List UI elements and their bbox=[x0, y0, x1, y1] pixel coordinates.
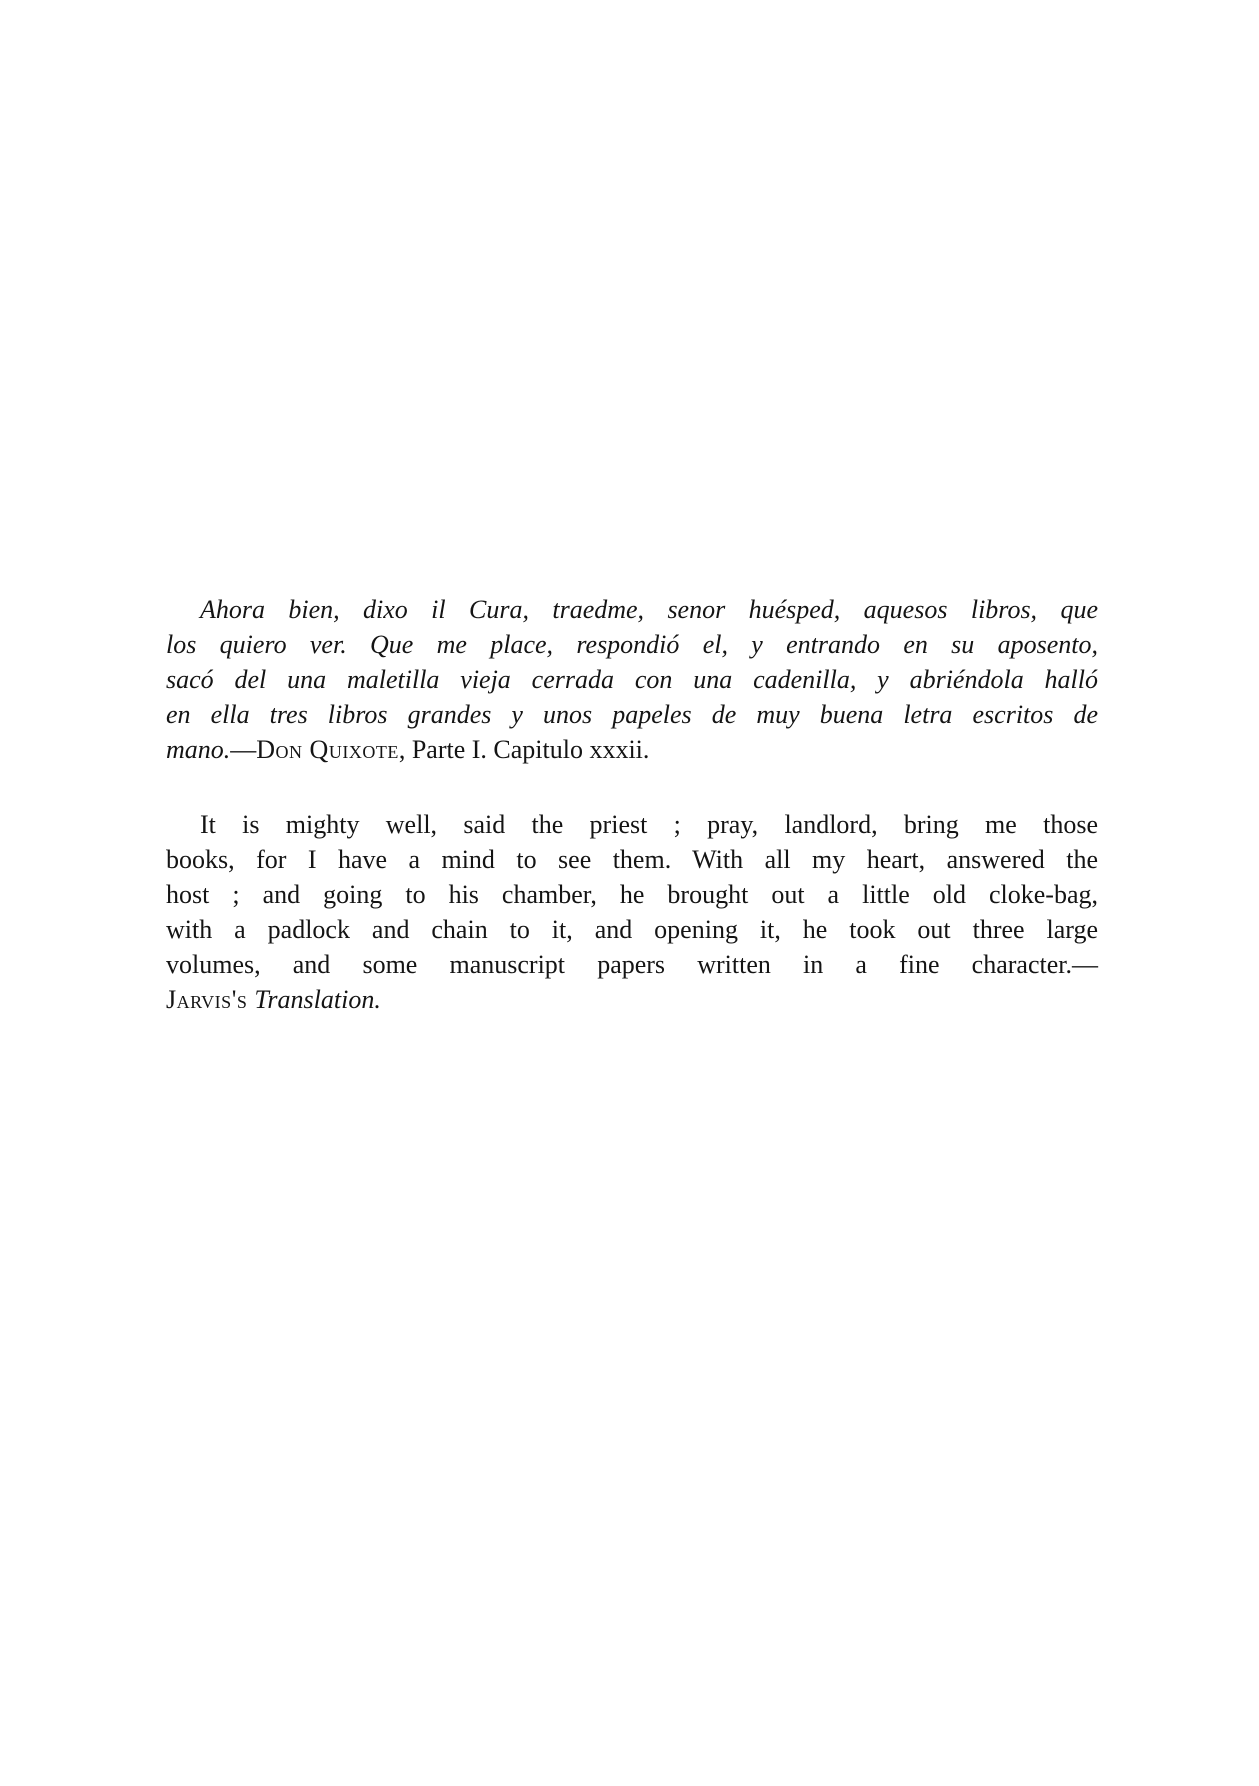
spanish-line-2: los quiero ver. Que me place, respondió el, y entrando en su aposento, bbox=[166, 630, 1098, 659]
english-line-3: host ; and going to his chamber, he brought out a little old cloke-bag, bbox=[166, 880, 1098, 909]
english-translation bbox=[166, 807, 1098, 1017]
translation-word: Translation. bbox=[254, 985, 381, 1014]
english-line-5: volumes, and some manuscript papers written in a fine character.— bbox=[166, 950, 1098, 979]
translator-name: Jarvis bbox=[166, 985, 232, 1014]
spanish-line-4: en ella tres libros grandes y unos papeles de muy buena letra escritos de bbox=[166, 700, 1098, 729]
english-line-6 bbox=[166, 982, 1098, 1017]
spanish-line-3: sacó del una maletilla vieja cerrada con una cadenilla, y abriéndola halló bbox=[166, 665, 1098, 694]
translator-suffix: 's bbox=[231, 985, 255, 1014]
spanish-quote bbox=[166, 592, 1098, 767]
spanish-dash: — bbox=[230, 735, 257, 764]
spanish-line-5 bbox=[166, 732, 1098, 767]
epigraph bbox=[166, 592, 1098, 1017]
english-line-2: books, for I have a mind to see them. With all my heart, answered the bbox=[166, 845, 1098, 874]
source-title: Don Quixote bbox=[256, 735, 399, 764]
spanish-last-word: mano. bbox=[166, 735, 231, 764]
english-line-1: It is mighty well, said the priest ; pray, landlord, bring me those bbox=[200, 810, 1098, 839]
source-reference: , Parte I. Capitulo xxxii. bbox=[398, 735, 650, 764]
english-line-4: with a padlock and chain to it, and opening it, he took out three large bbox=[166, 915, 1098, 944]
spanish-line-1: Ahora bien, dixo il Cura, traedme, senor huésped, aquesos libros, que bbox=[200, 595, 1098, 624]
